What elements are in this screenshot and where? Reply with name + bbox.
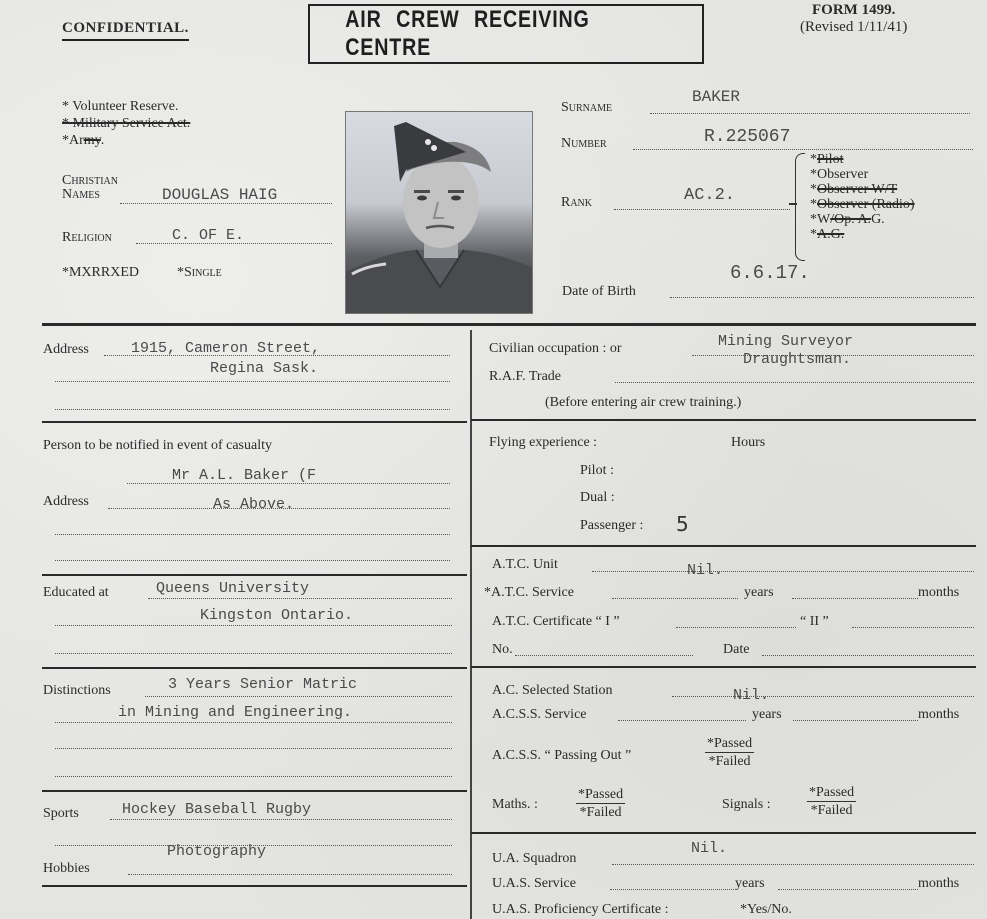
flying-experience-label: Flying experience :	[489, 435, 598, 450]
educated-line-1[interactable]: Queens University	[156, 580, 310, 597]
before-training-note: (Before entering air crew training.)	[545, 395, 742, 410]
hobbies-section-divider	[42, 885, 467, 887]
distinctions-line-2[interactable]: in Mining and Engineering.	[118, 704, 353, 721]
address-section-divider	[42, 421, 467, 423]
marital-married-option[interactable]: *MXRRXED	[62, 265, 140, 280]
sports-label: Sports	[43, 806, 79, 821]
service-option-military-service-act: * Military Service Act.	[62, 116, 191, 131]
address-line-1[interactable]: 1915, Cameron Street,	[131, 340, 321, 357]
acss-failed-option[interactable]: *Failed	[708, 754, 751, 769]
civilian-occupation-line-2[interactable]: Draughtsman.	[743, 351, 852, 368]
atc-date-dotline	[762, 655, 974, 656]
aircrew-category-list	[810, 152, 915, 242]
atc-unit-label: A.T.C. Unit	[492, 557, 558, 572]
casualty-label: Person to be notified in event of casualty	[43, 438, 272, 453]
rank-label: Rank	[561, 195, 593, 210]
casualty-name-value[interactable]: Mr A.L. Baker (F	[172, 467, 317, 484]
uas-years-dotline	[610, 889, 734, 890]
ac-station-value[interactable]: Nil.	[733, 687, 770, 704]
atc-service-months-dotline	[792, 598, 918, 599]
signals-passed-option[interactable]: *Passed	[809, 785, 855, 800]
civilian-section-divider	[471, 419, 976, 421]
hobbies-label: Hobbies	[43, 861, 90, 876]
atc-years-label: years	[744, 585, 774, 600]
surname-value[interactable]: BAKER	[692, 88, 741, 106]
ac-selected-station-label: A.C. Selected Station	[492, 683, 613, 698]
maths-failed-option[interactable]: *Failed	[579, 805, 622, 820]
ua-squadron-label: U.A. Squadron	[492, 851, 577, 866]
category-wop-ag[interactable]: *W/Op. A.G.	[810, 212, 885, 227]
religion-label: Religion	[62, 230, 112, 245]
hobbies-dotline-2	[128, 874, 452, 875]
atc-service-label: *A.T.C. Service	[484, 585, 574, 600]
atc-months-label: months	[918, 585, 960, 600]
raf-trade-label: R.A.F. Trade	[489, 369, 562, 384]
distinctions-dotline-2	[55, 722, 452, 723]
surname-dotline	[650, 113, 970, 114]
acss-passing-out-label: A.C.S.S. “ Passing Out ”	[492, 748, 632, 763]
service-option-volunteer-reserve: * Volunteer Reserve.	[62, 99, 179, 114]
rank-value[interactable]: AC.2.	[684, 186, 736, 205]
atc-unit-dotline	[592, 571, 974, 572]
uas-months-label: months	[918, 876, 960, 891]
educated-dotline-1	[148, 598, 452, 599]
acss-passing-out-choice[interactable]	[705, 735, 754, 770]
atc-certificate-i-label: A.T.C. Certificate “ I ”	[492, 614, 620, 629]
category-observer[interactable]: *Observer	[810, 167, 869, 182]
address-label: Address	[43, 342, 89, 357]
acss-years-dotline	[618, 720, 746, 721]
hobbies-value[interactable]: Photography	[167, 843, 267, 860]
sports-dotline	[110, 819, 452, 820]
atc-section-divider	[471, 666, 976, 668]
category-ag[interactable]: *A.G.	[810, 227, 845, 242]
maths-label: Maths. :	[492, 797, 538, 812]
signals-label: Signals :	[722, 797, 771, 812]
distinctions-dotline-4	[55, 776, 452, 777]
service-type-list	[62, 98, 190, 149]
address-line-2[interactable]: Regina Sask.	[210, 360, 319, 377]
atc-cert-i-dotline	[676, 627, 796, 628]
number-label: Number	[561, 136, 607, 151]
raf-trade-dotline	[615, 382, 974, 383]
christian-names-value[interactable]: DOUGLAS HAIG	[162, 186, 278, 204]
signals-failed-option[interactable]: *Failed	[810, 803, 853, 818]
category-observer-wt[interactable]: *Observer W/T	[810, 182, 898, 197]
aircrew-category-brace	[795, 153, 805, 261]
signals-choice[interactable]	[807, 784, 856, 819]
casualty-address-value[interactable]: As Above.	[213, 496, 295, 513]
confidential-label: CONFIDENTIAL.	[62, 20, 189, 41]
hours-label: Hours	[731, 435, 766, 450]
civilian-occupation-label: Civilian occupation : or	[489, 341, 622, 356]
educated-section-divider	[42, 667, 467, 669]
atc-no-label: No.	[492, 642, 513, 657]
portrait-icon	[346, 112, 533, 314]
passenger-hours-label: Passenger :	[580, 518, 644, 533]
sports-value[interactable]: Hockey Baseball Rugby	[122, 801, 312, 818]
form-number: FORM 1499.	[812, 2, 896, 18]
marital-single-option[interactable]: *Single	[177, 265, 222, 280]
atc-service-years-dotline	[612, 598, 738, 599]
acss-passed-option[interactable]: *Passed	[707, 736, 753, 751]
educated-dotline-2	[55, 625, 452, 626]
flying-section-divider	[471, 545, 976, 547]
form-number-block	[800, 2, 907, 36]
dob-label: Date of Birth	[562, 284, 636, 299]
acss-section-divider	[471, 832, 976, 834]
address-dotline-3	[55, 409, 450, 410]
atc-certificate-ii-label: “ II ”	[800, 614, 829, 629]
acss-years-label: years	[752, 707, 782, 722]
service-option-army: *Army.	[62, 133, 105, 148]
distinctions-dotline-1	[145, 696, 452, 697]
address-dotline-2	[55, 381, 450, 382]
atc-date-label: Date	[723, 642, 750, 657]
educated-label: Educated at	[43, 585, 109, 600]
casualty-address-label: Address	[43, 494, 89, 509]
ua-squadron-value[interactable]: Nil.	[691, 840, 728, 857]
distinctions-section-divider	[42, 790, 467, 792]
airman-photo	[345, 111, 533, 314]
uas-proficiency-label: U.A.S. Proficiency Certificate :	[492, 902, 669, 917]
atc-no-dotline	[515, 655, 693, 656]
maths-choice[interactable]	[576, 786, 625, 821]
civilian-occupation-line-1[interactable]: Mining Surveyor	[718, 333, 854, 350]
casualty-dotline-3	[55, 534, 450, 535]
header-divider	[42, 323, 976, 326]
religion-value[interactable]: C. OF E.	[172, 227, 245, 244]
acss-months-dotline	[793, 720, 918, 721]
distinctions-dotline-3	[55, 748, 452, 749]
acss-months-label: months	[918, 707, 960, 722]
category-observer-radio[interactable]: *Observer (Radio)	[810, 197, 915, 212]
acss-service-label: A.C.S.S. Service	[492, 707, 587, 722]
atc-cert-ii-dotline	[852, 627, 974, 628]
service-number-value[interactable]: R.225067	[704, 127, 791, 147]
casualty-dotline-4	[55, 560, 450, 561]
distinctions-label: Distinctions	[43, 683, 111, 698]
category-pilot[interactable]: *Pilot	[810, 152, 844, 167]
ac-station-dotline	[672, 696, 974, 697]
aircrew-category-brace-point	[789, 203, 797, 205]
casualty-section-divider	[42, 574, 467, 576]
form-title-box	[308, 4, 704, 64]
form-revised: (Revised 1/11/41)	[800, 19, 908, 35]
christian-names-label: Christian Names	[62, 173, 119, 202]
atc-unit-value[interactable]: Nil.	[687, 562, 724, 579]
educated-dotline-3	[55, 653, 452, 654]
rank-dotline	[614, 209, 790, 210]
uas-years-label: years	[735, 876, 765, 891]
dual-hours-label: Dual :	[580, 490, 615, 505]
uas-proficiency-value[interactable]: *Yes/No.	[740, 902, 792, 917]
dob-dotline	[670, 297, 974, 298]
surname-label: Surname	[561, 100, 613, 115]
maths-passed-option[interactable]: *Passed	[578, 787, 624, 802]
distinctions-line-1[interactable]: 3 Years Senior Matric	[168, 676, 358, 693]
educated-line-2[interactable]: Kingston Ontario.	[200, 607, 354, 624]
dob-value[interactable]: 6.6.17.	[730, 262, 810, 284]
form-title: AIR CREW RECEIVING CENTRE	[345, 6, 590, 61]
passenger-hours-value[interactable]: 5	[676, 512, 689, 536]
number-dotline	[633, 149, 973, 150]
uas-service-label: U.A.S. Service	[492, 876, 576, 891]
uas-months-dotline	[778, 889, 918, 890]
ua-squadron-dotline	[612, 864, 974, 865]
pilot-hours-label: Pilot :	[580, 463, 614, 478]
